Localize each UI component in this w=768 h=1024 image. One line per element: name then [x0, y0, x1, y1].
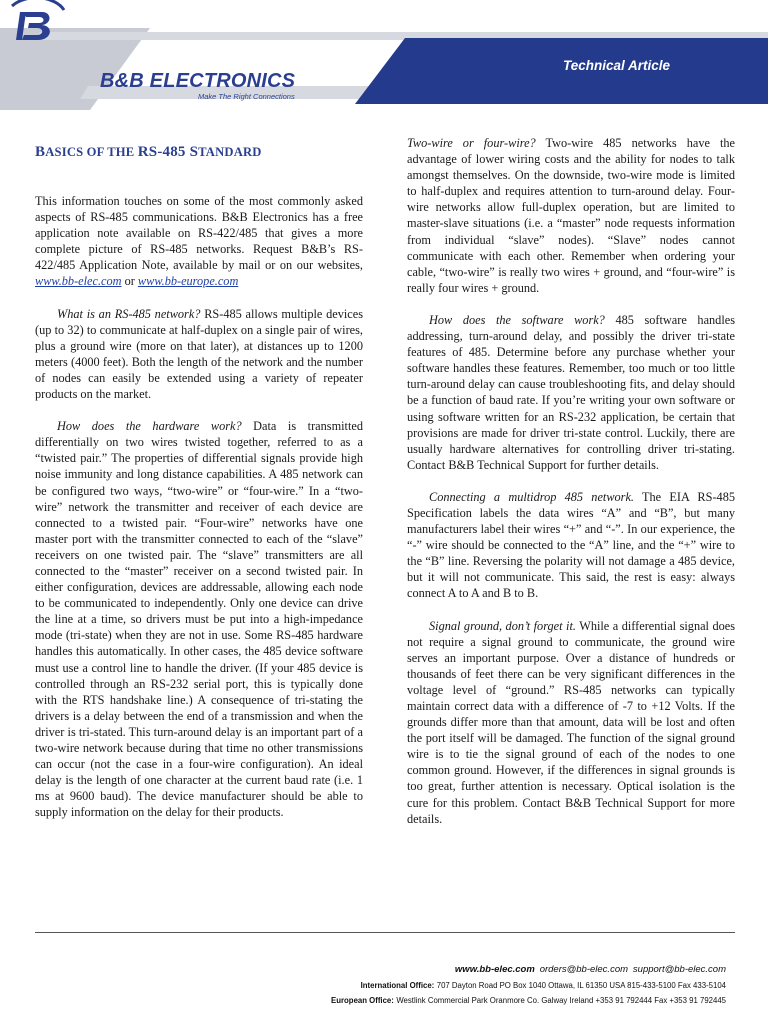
section-wiring: Two-wire or four-wire? Two-wire 485 networks have the advantage of lower wiring costs and the ability for nodes to talk amongst themselves. On the downside, two-wire mode is limited to half-duplex and requires attention to turn-around delay. Four-wire networks allow full-duplex operation, but are limited to master-slave situations (i.e. a “master” node requests information from individual “slave” nodes). “Slave” nodes cannot communicate with each other. Remember when ordering your cable, “two-wire” is really two wires + ground, and “four-wire” is really four wires + ground.: [407, 136, 735, 295]
brand-tagline: Make The Right Connections: [198, 92, 295, 101]
brand-logo-icon: [0, 0, 70, 48]
brand-name: B&B ELECTRONICS: [100, 70, 296, 92]
right-column: [407, 135, 735, 843]
support-email-link[interactable]: support@bb-elec.com: [632, 964, 726, 975]
section-multidrop: Connecting a multidrop 485 network. The EIA RS-485 Specification labels the data wires “A” and “B”, but many manufacturers label their wires “+” and “-”. In our experience, the “-” wire should be connected to the “A” line, and the “+” wire to the “B” line. Reversing the polarity will not damage a 485 device, but it will not communicate. This said, the rest is easy: always connect A to A and B to B.: [407, 489, 736, 601]
section-lead: Two-wire or four-wire?: [407, 136, 536, 150]
section-lead: Signal ground, don’t forget it.: [429, 618, 576, 633]
orders-email-link[interactable]: orders@bb-elec.com: [539, 964, 629, 975]
footer-divider: [35, 932, 735, 933]
section-lead: How does the software work?: [429, 312, 605, 327]
blue-banner: [355, 38, 768, 104]
section-label: Technical Article: [563, 58, 671, 73]
footer-contacts: [331, 962, 726, 978]
section-software: How does the software work? 485 software handles addressing, turn-around delay, and possibly the driver tri-state features of 485. Determine before any purchase whether your software handles these features. Remember, too much or too little turn-around delay can cause troubleshooting fits, and delay should be a function of baud rate. If you’re writing your own software or using software written for an RS-232 application, be certain that provisions are made for driver tri-state control. Luckily, there are usually hardware alternatives for controlling driver tri-stating. Contact B&B Technical Support for further details.: [407, 312, 735, 472]
page-header: [0, 0, 768, 110]
article-title: BASICS OF THE RS-485 STANDARD: [35, 144, 262, 160]
european-office: European Office: Westlink Commercial Park Oranmore Co. Galway Ireland +353 91 792444 Fax +353 91 792445: [331, 996, 726, 1005]
international-office: International Office: 707 Dayton Road PO Box 1040 Ottawa, IL 61350 USA 815-433-5100 Fax 433-5104: [360, 980, 726, 990]
bb-europe-link[interactable]: www.bb-europe.com: [137, 274, 239, 289]
section-lead: What is an RS-485 network?: [57, 306, 201, 321]
footer-website-link[interactable]: www.bb-elec.com: [454, 964, 535, 975]
section-network: What is an RS-485 network? RS-485 allows multiple devices (up to 32) to communicate at half-duplex on a single pair of wires, plus a ground wire (more on that later), at distances up to 1200 meters (4000 feet). Both the length of the network and the number of nodes can easily be extended using a variety of repeater products on the market.: [35, 306, 363, 402]
header-banner-graphic: [0, 0, 768, 110]
intro-paragraph: This information touches on some of the most commonly asked aspects of RS-485 communications. B&B Electronics has a free application note available on RS-422/485 that gives a more complete picture of RS-485 networks. Request B&B’s RS-422/485 Application Note, available by mail or on our websites, www.bb-elec.com or www.bb-europe.com: [35, 194, 363, 289]
bb-elec-link[interactable]: www.bb-elec.com: [35, 274, 122, 289]
section-lead: How does the hardware work?: [57, 419, 242, 434]
section-hardware: How does the hardware work? Data is transmitted differentially on two wires twisted together, referred to as a “twisted pair.” The properties of differential signals provide high noise immunity and long distance capabilities. A 485 network can be configured two ways, “two-wire” or “four-wire.” In a “two-wire” network the transmitter and receiver of each device are connected to a twisted pair. “Four-wire” networks have one master port with the transmitter connected to each of the “slave” receivers on one twisted pair. The “slave” transmitters are all connected to the “master” receiver on a second twisted pair. In either configuration, devices are addressable, allowing each node to be communicated to independently. Only one device can drive the line at a time, so drivers must be put into a high-impedance mode (tri-state) when they are not in use. Some RS-485 hardware handles this automatically. In other cases, the 485 device software must use a control line to handle the driver. (If your 485 device is controlled through an RS-232 serial port, this is typically done with the RTS handshake line.) A consequence of tri-stating the drivers is a delay between the end of a transmission and when the driver is tri-stated. This turn-around delay is an important part of a two-wire network because during that time no other transmissions can occur (not the case in a four-wire configuration). An ideal delay is the length of one character at the current baud rate (i.e. 1 ms at 9600 baud). The device manufacturer should be able to supply information on the delay for their products.: [35, 419, 363, 820]
section-ground: Signal ground, don’t forget it. While a differential signal does not require a signal ground to communicate, the ground wire serves an important purpose. Over a distance of hundreds or thousands of feet there can be very significant differences in the voltage level of “ground.” RS-485 networks can typically maintain correct data with a difference of -7 to +12 Volts. If the grounds differ more than that amount, data will be lost and often the port itself will be damaged. The function of the signal ground wire is to tie the signal ground of each of the nodes to one common ground. However, if the differences in signal grounds is too great, further attention is necessary. Optical isolation is the cure for this problem. Contact B&B Technical Support for more details.: [407, 618, 735, 826]
left-column: [35, 141, 363, 836]
section-lead: Connecting a multidrop 485 network.: [429, 489, 634, 504]
page-footer: [331, 962, 726, 1009]
